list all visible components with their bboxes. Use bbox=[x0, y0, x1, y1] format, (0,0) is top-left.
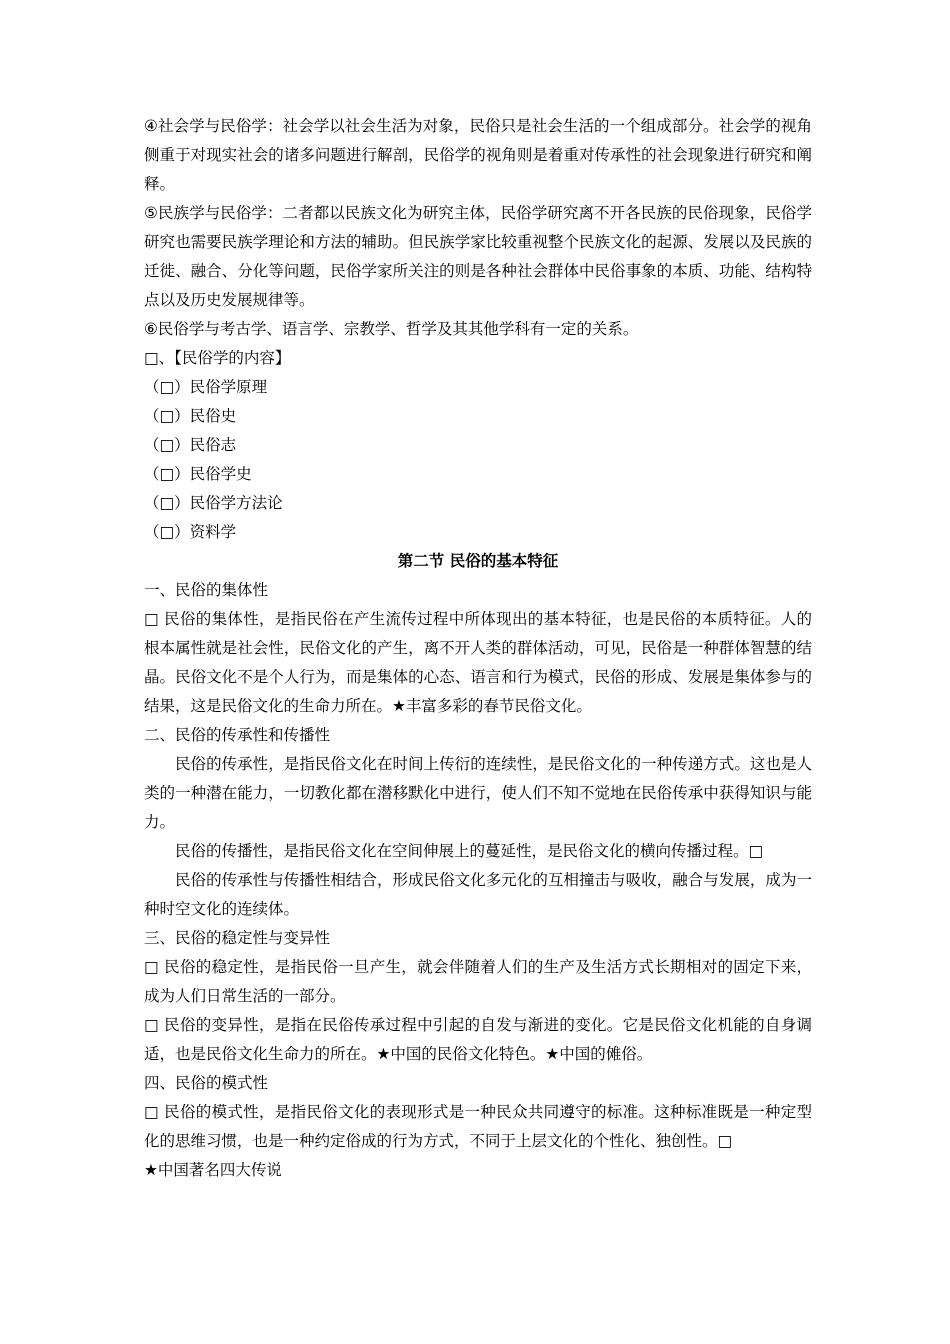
section-heading: 第二节 民俗的基本特征 bbox=[397, 552, 559, 570]
paragraph: 民俗的传承性，是指民俗文化在时间上传衍的连续性，是民俗文化的一种传递方式。这也是人类的一种潜在能力，一切教化都在潜移默化中进行，使人们不知不觉地在民俗传承中获得知识与能力。 bbox=[144, 755, 812, 831]
paragraph: ★中国著名四大传说 bbox=[144, 1161, 282, 1179]
paragraph: 二、民俗的传承性和传播性 bbox=[144, 726, 331, 744]
paragraph: 一、民俗的集体性 bbox=[144, 581, 269, 599]
paragraph: □ 民俗的稳定性，是指民俗一旦产生，就会伴随着人们的生产及生活方式长期相对的固定下来，成为人们日常生活的一部分。 bbox=[144, 958, 812, 1005]
paragraph: 民俗的传播性，是指民俗文化在空间伸展上的蔓延性，是民俗文化的横向传播过程。□ bbox=[175, 842, 764, 860]
paragraph: □ 民俗的变异性，是指在民俗传承过程中引起的自发与渐进的变化。它是民俗文化机能的自身调适，也是民俗文化生命力的所在。★中国的民俗文化特色。★中国的傩俗。 bbox=[144, 1016, 812, 1063]
paragraph: □ 民俗的集体性，是指民俗在产生流传过程中所体现出的基本特征，也是民俗的本质特征。人的根本属性就是社会性，民俗文化的产生，离不开人类的群体活动，可见，民俗是一种群体智慧的结晶。民俗文化不是个人行为，而是集体的心态、语言和行为模式，民俗的形成、发展是集体参与的结果，这是民俗文化的生命力所在。★丰富多彩的春节民俗文化。 bbox=[144, 610, 812, 715]
paragraph: ④社会学与民俗学：社会学以社会生活为对象，民俗只是社会生活的一个组成部分。社会学的视角侧重于对现实社会的诸多问题进行解剖，民俗学的视角则是着重对传承性的社会现象进行研究和阐释。 bbox=[144, 117, 812, 193]
paragraph: ⑤民族学与民俗学：二者都以民族文化为研究主体，民俗学研究离不开各民族的民俗现象，民俗学研究也需要民族学理论和方法的辅助。但民族学家比较重视整个民族文化的起源、发展以及民族的迁徙、融合、分化等问题，民俗学家所关注的则是各种社会群体中民俗事象的本质、功能、结构特点以及历史发展规律等。 bbox=[144, 204, 812, 309]
document-body bbox=[144, 112, 812, 1185]
paragraph: （□）民俗志 bbox=[144, 436, 237, 454]
paragraph: 四、民俗的模式性 bbox=[144, 1074, 269, 1092]
paragraph: 三、民俗的稳定性与变异性 bbox=[144, 929, 331, 947]
paragraph: ⑥民俗学与考古学、语言学、宗教学、哲学及其其他学科有一定的关系。 bbox=[144, 320, 639, 338]
paragraph: （□）民俗学史 bbox=[144, 465, 252, 483]
paragraph: 民俗的传承性与传播性相结合，形成民俗文化多元化的互相撞击与吸收，融合与发展，成为一种时空文化的连续体。 bbox=[144, 871, 812, 918]
paragraph: （□）民俗学原理 bbox=[144, 378, 268, 396]
paragraph: □ 民俗的模式性，是指民俗文化的表现形式是一种民众共同遵守的标准。这种标准既是一种定型化的思维习惯，也是一种约定俗成的行为方式，不同于上层文化的个性化、独创性。□ bbox=[144, 1103, 812, 1150]
paragraph: □、【民俗学的内容】 bbox=[144, 349, 291, 367]
paragraph: （□）民俗史 bbox=[144, 407, 237, 425]
paragraph: （□）民俗学方法论 bbox=[144, 494, 283, 512]
paragraph: （□）资料学 bbox=[144, 523, 237, 541]
